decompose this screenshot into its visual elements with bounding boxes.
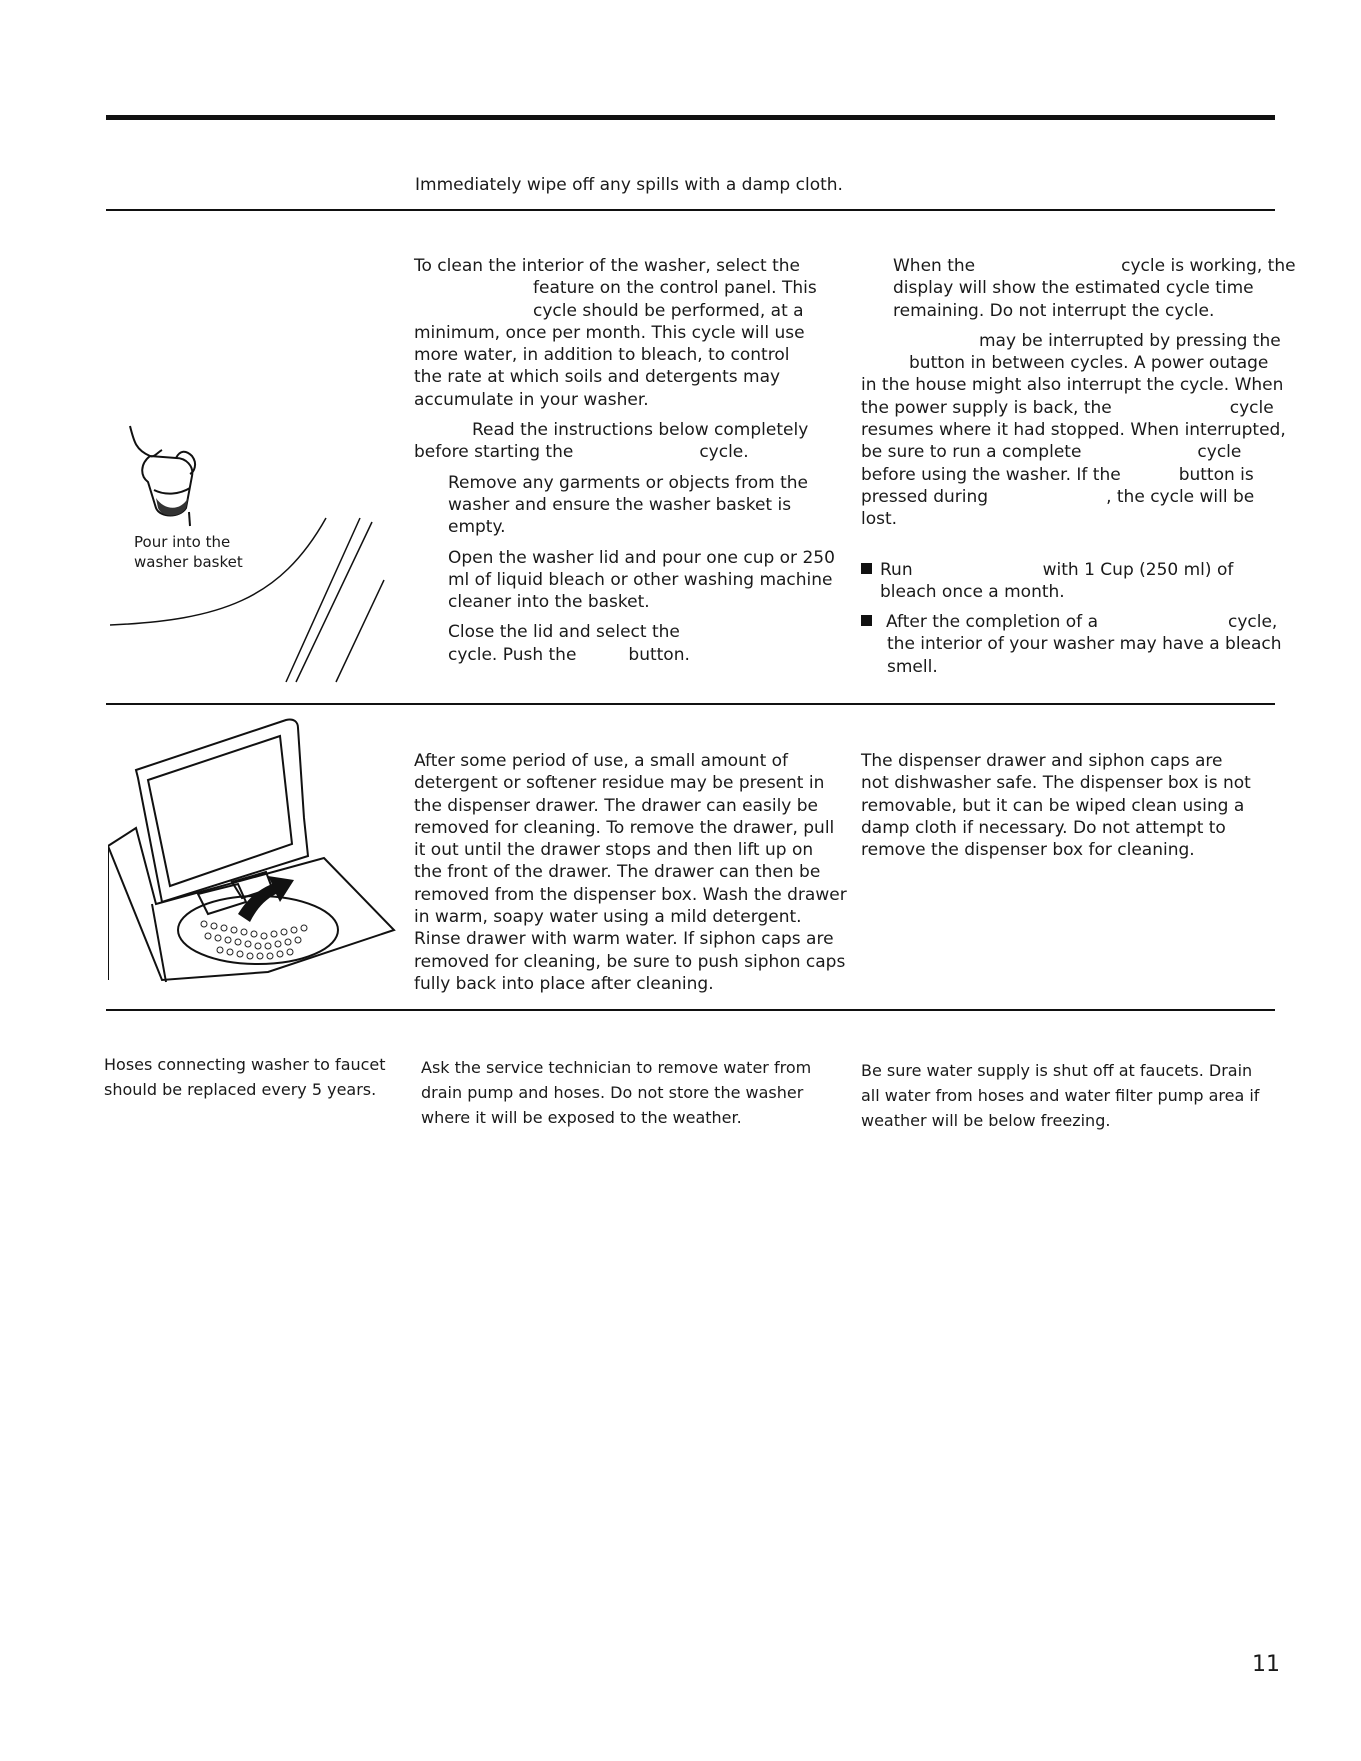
dispenser-drawer-illustration bbox=[108, 718, 400, 986]
bullet-marker bbox=[861, 615, 872, 626]
cycle-working-paragraph: When the cycle is working, the display will show the estimated cycle time remaining. Do not interrupt the cycle. bbox=[893, 256, 1296, 321]
top-thick-rule bbox=[106, 115, 1275, 120]
clean-interior-column bbox=[414, 255, 834, 666]
page-number: 11 bbox=[1252, 1652, 1280, 1677]
section-rule-3 bbox=[106, 1009, 1275, 1011]
note-paragraph: Read the instructions below completely before starting the cycle. bbox=[414, 420, 809, 463]
section-rule-1 bbox=[106, 209, 1275, 211]
hoses-note: Hoses connecting washer to faucet should be replaced every 5 years. bbox=[104, 1055, 386, 1099]
bullet-run-monthly: Run with 1 Cup (250 ml) of bleach once a month. bbox=[861, 559, 1281, 604]
dispenser-cleaning-column: After some period of use, a small amount of detergent or softener residue may be present in the dispenser drawer. The drawer can easily be removed for cleaning. To remove the drawer, pull it out until the drawer stops and then lift up on the front of the drawer. The drawer can then be removed from the dispenser box. Wash the drawer in warm, soapy water using a mild detergent. Rinse drawer with warm water. If siphon caps are removed for cleaning, be sure to push siphon caps fully back into place after cleaning. bbox=[414, 751, 847, 994]
cycle-info-column bbox=[861, 255, 1296, 678]
intro-paragraph: To clean the interior of the washer, select the feature on the control panel. This cycle should be performed, at a minimum, once per month. This cycle will use more water, in addition to bleach, to control the rate at which soils and detergents may accumulate in your washer. bbox=[414, 256, 817, 410]
pour-caption: Pour into the washer basket bbox=[134, 533, 243, 571]
storage-note: Ask the service technician to remove water from drain pump and hoses. Do not store the washer where it will be exposed to the weather. bbox=[421, 1058, 812, 1127]
dispenser-note-column: The dispenser drawer and siphon caps are not dishwasher safe. The dispenser box is not removable, but it can be wiped clean using a damp cloth if necessary. Do not attempt to remove the dispenser box for cleaning. bbox=[861, 751, 1251, 861]
bullet-bleach-smell: After the completion of a cycle, the interior of your washer may have a bleach smell. bbox=[861, 611, 1281, 678]
step-2: Open the washer lid and pour one cup or 250 ml of liquid bleach or other washing machine cleaner into the basket. bbox=[448, 547, 835, 613]
step-3: Close the lid and select the cycle. Push the button. bbox=[448, 622, 690, 665]
section-rule-2 bbox=[106, 703, 1275, 705]
step-1: Remove any garments or objects from the washer and ensure the washer basket is empty. bbox=[448, 472, 808, 538]
bullet-marker bbox=[861, 563, 872, 574]
interrupt-paragraph: may be interrupted by pressing the button in between cycles. A power outage in the house might also interrupt the cycle. When the power supply is back, the cycle resumes where it had stopped. When interrupted, be sure to run a complete cycle before using the washer. If the button is pressed during , the cycle will be lost. bbox=[861, 330, 1286, 530]
freezing-note: Be sure water supply is shut off at faucets. Drain all water from hoses and water filter pump area if weather will be below freezing. bbox=[861, 1061, 1260, 1130]
spill-note: Immediately wipe off any spills with a damp cloth. bbox=[415, 175, 843, 195]
